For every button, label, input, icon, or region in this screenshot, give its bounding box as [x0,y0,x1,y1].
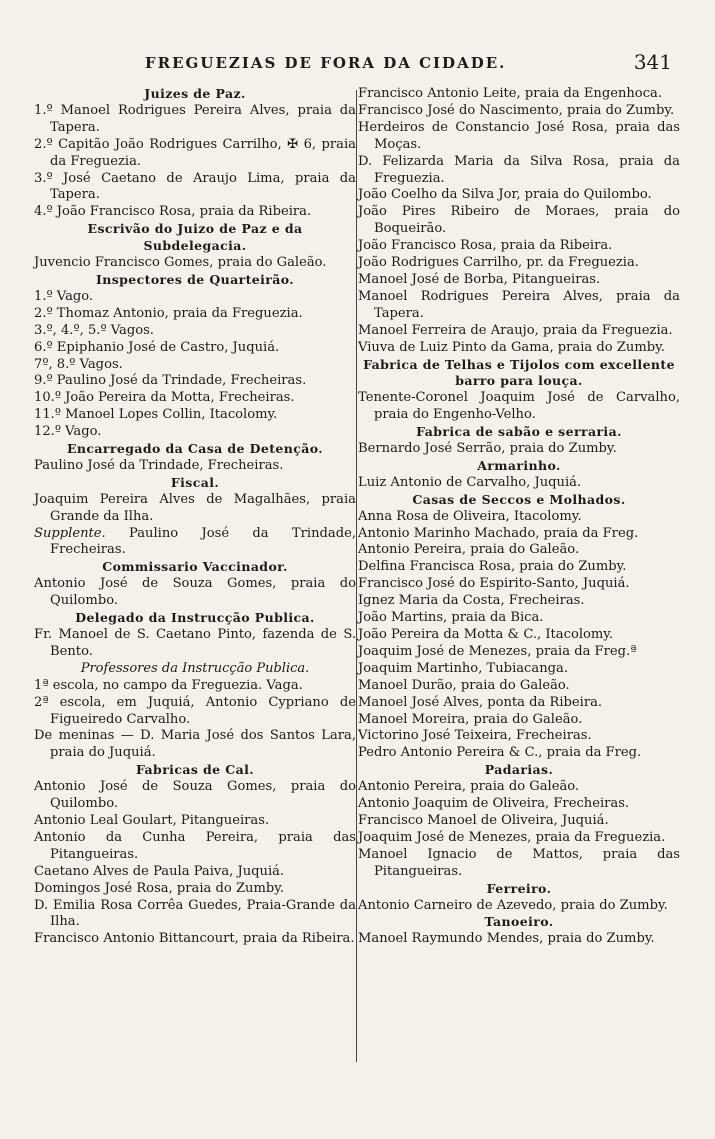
directory-entry: João Rodrigues Carrilho, pr. da Freguezia. [358,255,639,271]
section-subheading: Professores da Instrucção Publica. [80,660,310,676]
directory-entry: 12.º Vago. [34,424,102,440]
section-heading: Encarregado da Casa de Detenção. [66,441,324,457]
directory-entry: João Martins, praia da Bica. [358,610,544,626]
directory-entry: Manoel Rodrigues Pereira Alves, praia da Tapera. [358,288,680,321]
directory-entry: Bernardo José Serrão, praia do Zumby. [358,441,617,457]
directory-entry: Anna Rosa de Oliveira, Itacolomy. [358,508,582,524]
directory-entry: Tenente-Coronel Joaquim José de Carvalho, praia do Engenho-Velho. [358,390,680,423]
directory-entry: Joaquim José de Menezes, praia da Freguezia. [358,829,666,845]
directory-entry: 2.º Thomaz Antonio, praia da Freguezia. [34,305,303,321]
directory-entry: Manoel José de Borba, Pitangueiras. [358,271,601,287]
directory-entry: 7º, 8.º Vagos. [34,356,123,372]
directory-entry: Francisco José do Nascimento, praia do Zumby. [358,102,675,118]
directory-entry: Luiz Antonio de Carvalho, Juquiá. [358,474,582,490]
directory-entry: Manoel Ferreira de Araujo, praia da Freguezia. [358,322,673,338]
directory-entry: Antonio Leal Goulart, Pitangueiras. [34,812,270,828]
directory-entry: Juvencio Francisco Gomes, praia do Galeão. [34,255,327,271]
page-number: 341 [633,50,672,74]
directory-entry: 6.º Epiphanio José de Castro, Juquiá. [34,339,280,355]
section-heading: Juizes de Paz. [144,86,246,101]
directory-entry: Francisco Antonio Leite, praia da Engenhoca. [358,86,662,101]
directory-entry: D. Emilia Rosa Corrêa Guedes, Praia-Grande da Ilha. [34,897,356,930]
directory-entry: Manoel Raymundo Mendes, praia do Zumby. [358,931,655,947]
directory-entry: Antonio Pereira, praia do Galeão. [358,542,580,558]
section-heading: Ferreiro. [486,880,552,896]
directory-entry: Domingos José Rosa, praia do Zumby. [34,880,285,896]
directory-entry: 3.º, 4.º, 5.º Vagos. [34,322,154,338]
directory-entry: 10.º João Pereira da Motta, Frecheiras. [34,390,295,406]
directory-entry: Francisco José do Espirito-Santo, Juquiá. [358,576,630,592]
directory-entry: 2.º Capitão João Rodrigues Carrilho, ✠ 6, praia da Freguezia. [34,136,356,169]
directory-entry: Joaquim Martinho, Tubiacanga. [358,660,568,676]
directory-entry: Antonio José de Souza Gomes, praia do Quilombo. [34,576,356,609]
directory-entry: Joaquim José de Menezes, praia da Freg.ª [358,643,637,659]
directory-entry: 4.º João Francisco Rosa, praia da Ribeira. [34,204,312,220]
directory-entry: Antonio da Cunha Pereira, praia das Pitangueiras. [34,829,356,862]
directory-entry: Francisco Antonio Bittancourt, praia da Ribeira. [34,931,355,947]
entry-text: Paulino José da Trindade, Frecheiras. [50,525,356,558]
directory-entry: Joaquim Pereira Alves de Magalhães, praia Grande da Ilha. [34,491,356,524]
section-heading: Fiscal. [170,474,220,490]
directory-entry: João Pereira da Motta & C., Itacolomy. [358,627,614,642]
directory-entry: 1ª escola, no campo da Freguezia. Vaga. [34,677,303,693]
directory-entry: Delfina Francisca Rosa, praia do Zumby. [358,559,627,575]
directory-entry: 2ª escola, em Juquiá, Antonio Cypriano de Figueiredo Carvalho. [34,694,356,727]
directory-entry: João Francisco Rosa, praia da Ribeira. [358,238,613,254]
directory-entry: Antonio Pereira, praia do Galeão. [358,779,580,795]
column-divider [356,90,357,1062]
directory-entry: Manoel Moreira, praia do Galeão. [358,711,583,727]
directory-entry: João Coelho da Silva Jor, praia do Quilombo. [358,187,652,203]
directory-entry: Herdeiros de Constancio José Rosa, praia das Moças. [358,119,680,152]
section-heading: Delegado da Instrucção Publica. [75,610,315,626]
directory-entry: Ignez Maria da Costa, Frecheiras. [358,593,585,609]
directory-entry: De meninas — D. Maria José dos Santos Lara, praia do Juquiá. [34,728,356,761]
directory-entry: D. Felizarda Maria da Silva Rosa, praia da Freguezia. [358,153,680,186]
directory-entry: Antonio Marinho Machado, praia da Freg. [358,525,639,541]
directory-entry [34,526,356,560]
page-header [40,50,680,78]
section-heading: Commissario Vaccinador. [102,559,288,575]
directory-entry: Francisco Manoel de Oliveira, Juquiá. [358,812,609,828]
right-column [358,86,680,948]
directory-entry: Antonio Carneiro de Azevedo, praia do Zumby. [358,897,668,913]
section-heading: Fabrica de Telhas e Tijolos com excellente barro para louça. [363,356,675,389]
left-column [34,86,356,948]
entry-lead: Supplente. [34,525,106,541]
directory-entry: Pedro Antonio Pereira & C., praia da Freg. [358,745,642,761]
directory-entry: Antonio Joaquim de Oliveira, Frecheiras. [358,796,630,812]
directory-entry: Caetano Alves de Paula Paiva, Juquiá. [34,863,285,879]
directory-entry: 3.º José Caetano de Araujo Lima, praia da Tapera. [34,170,356,203]
directory-entry: Antonio José de Souza Gomes, praia do Quilombo. [34,779,356,812]
directory-entry: Viuva de Luiz Pinto da Gama, praia do Zumby. [358,339,665,355]
directory-entry: Paulino José da Trindade, Frecheiras. [34,457,284,473]
section-heading: Armarinho. [477,457,561,473]
directory-entry: Manoel José Alves, ponta da Ribeira. [358,694,603,710]
section-heading: Fabricas de Cal. [135,762,255,778]
directory-entry: 9.º Paulino José da Trindade, Frecheiras. [34,373,307,389]
section-heading: Tanoeiro. [484,914,554,930]
directory-entry: Victorino José Teixeira, Frecheiras. [358,728,592,744]
directory-entry: 1.º Vago. [34,288,94,304]
directory-entry: 1.º Manoel Rodrigues Pereira Alves, praia da Tapera. [34,102,356,135]
running-title: FREGUEZIAS DE FORA DA CIDADE. [145,54,507,72]
directory-entry: 11.º Manoel Lopes Collin, Itacolomy. [34,407,278,423]
section-heading: Fabrica de sabão e serraria. [416,424,622,440]
section-heading: Escrivão do Juizo de Paz e da Subdelegacia. [87,221,303,254]
directory-entry: Manoel Ignacio de Mattos, praia das Pitangueiras. [358,846,680,879]
directory-entry: João Pires Ribeiro de Moraes, praia do Boqueirão. [358,204,680,237]
directory-entry: Manoel Durão, praia do Galeão. [358,677,570,693]
section-heading: Padarias. [484,762,554,778]
section-heading: Inspectores de Quarteirão. [95,271,295,287]
section-heading: Casas de Seccos e Molhados. [412,491,626,507]
directory-entry: Fr. Manoel de S. Caetano Pinto, fazenda de S. Bento. [34,627,356,659]
